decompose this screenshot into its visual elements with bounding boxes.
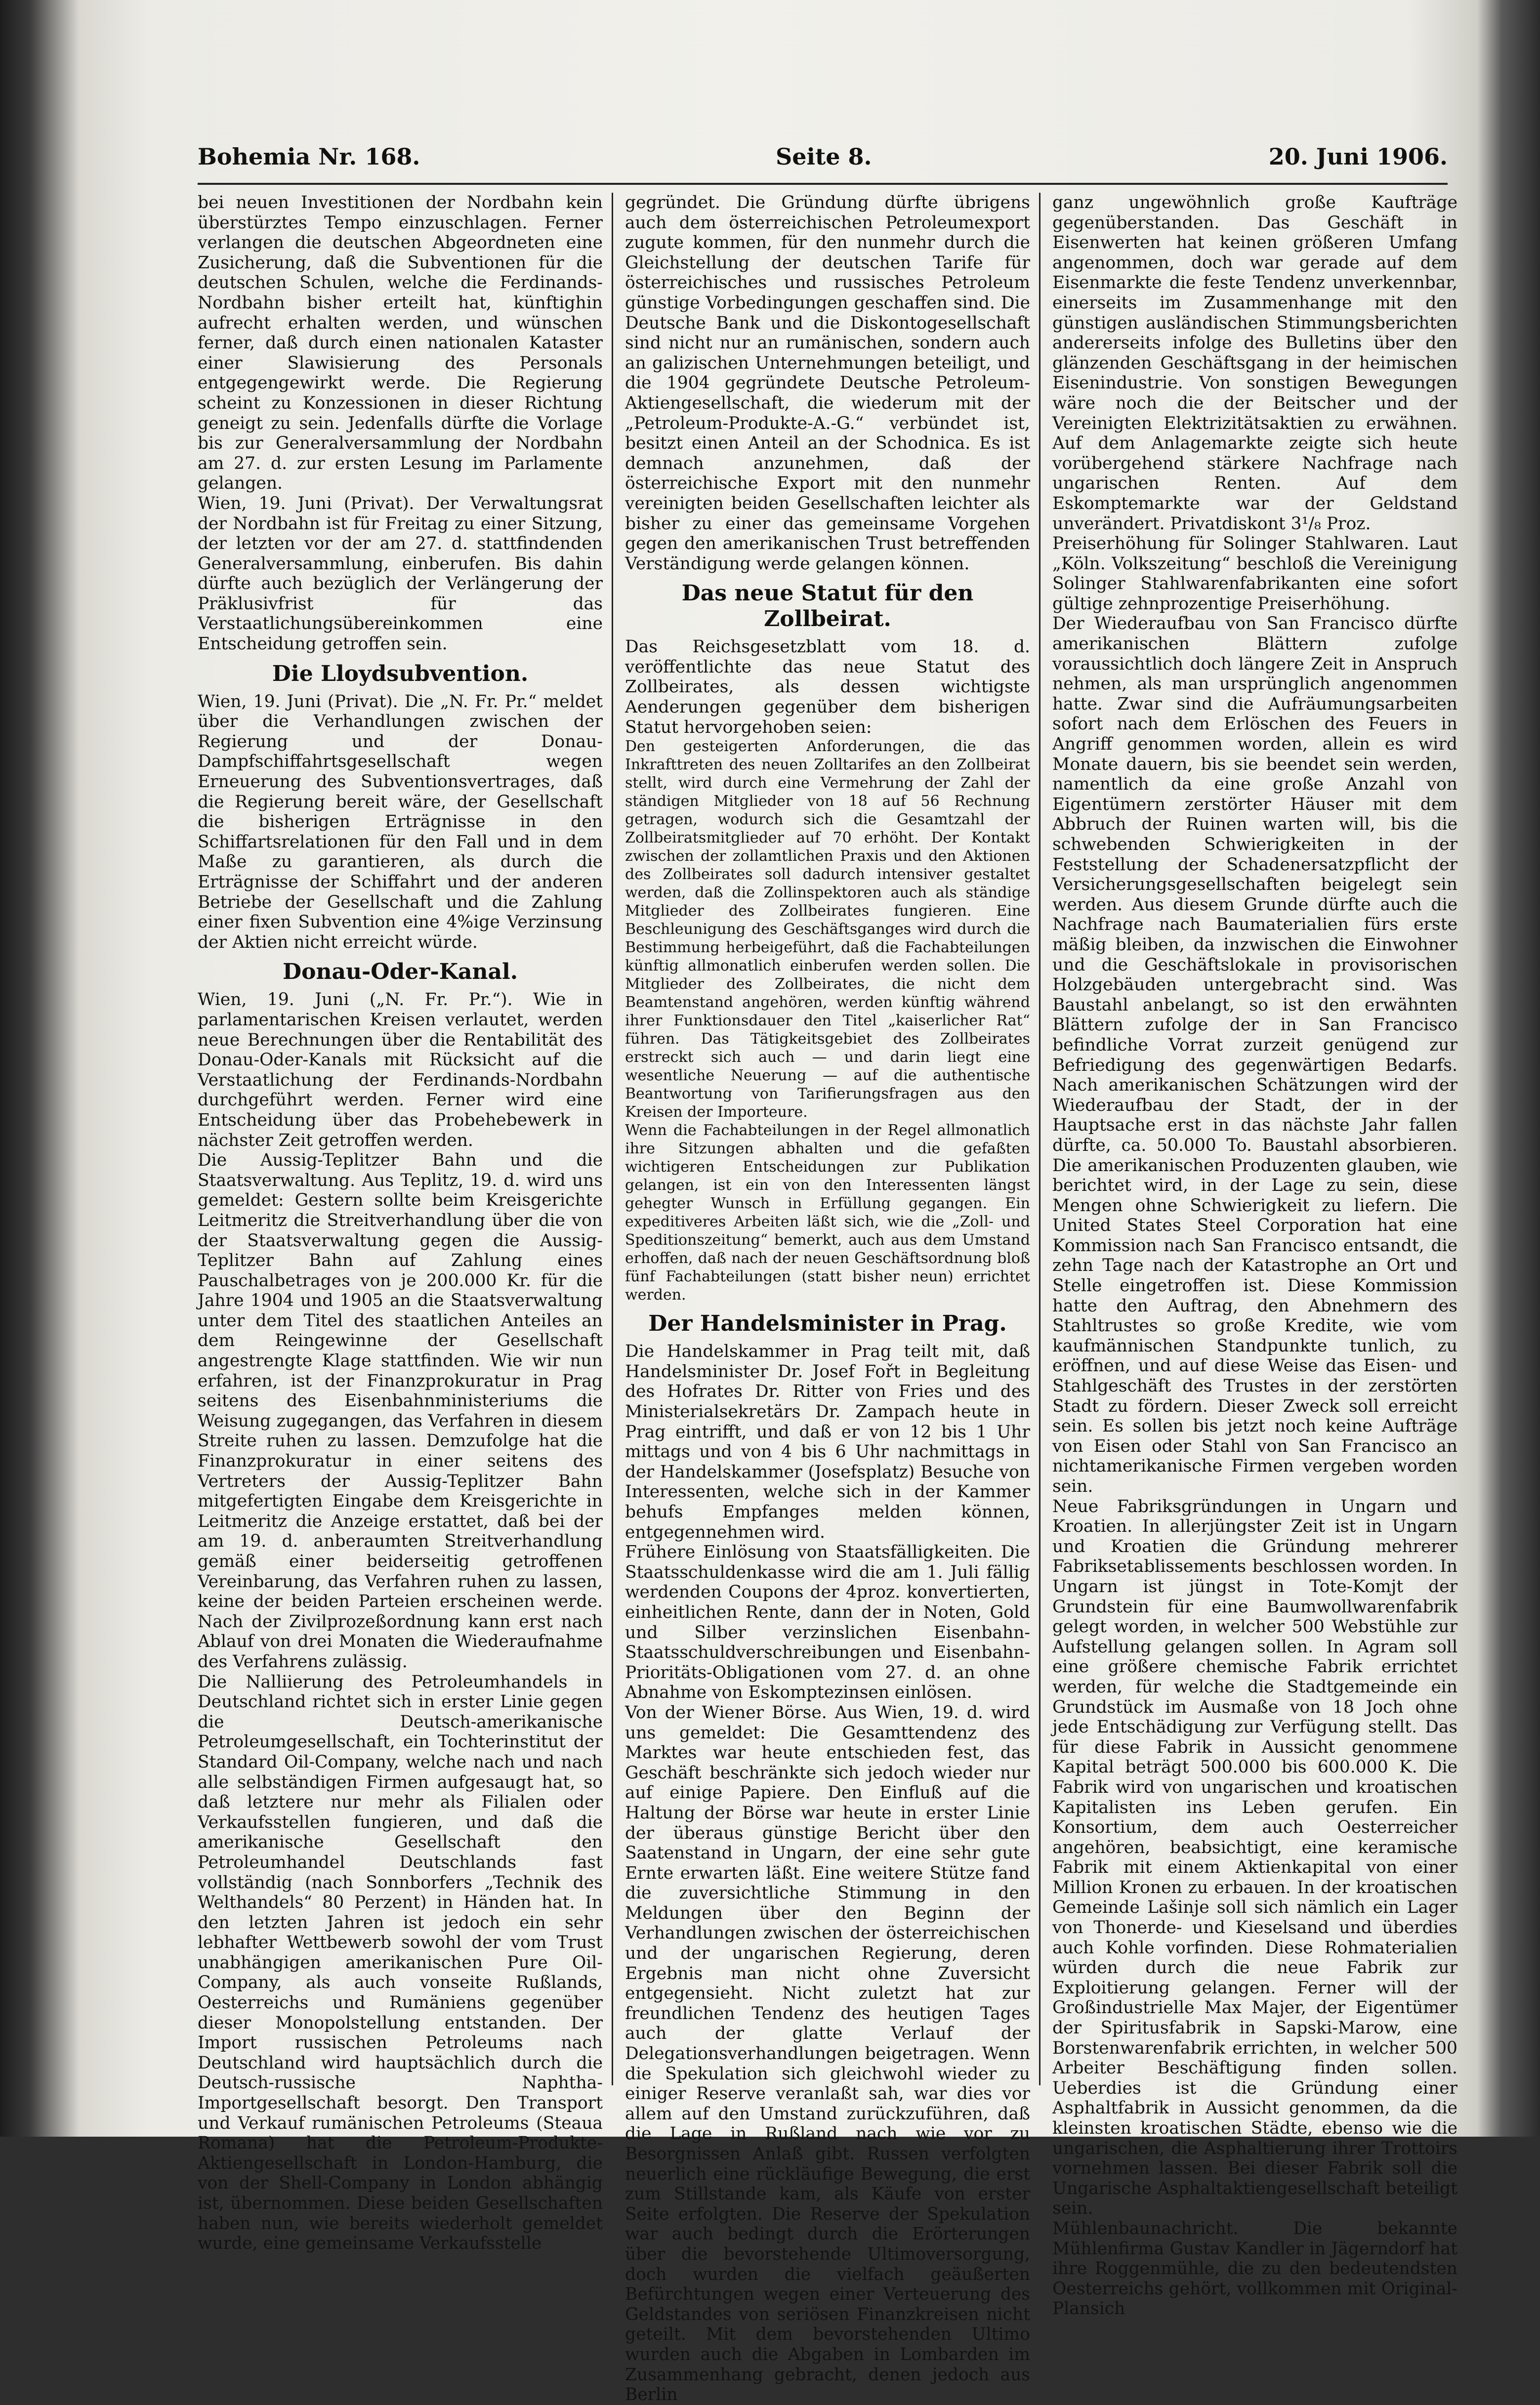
- article-paragraph: Von der Wiener Börse. Aus Wien, 19. d. wird uns gemeldet: Die Gesamttendenz des Marktes war heute entschieden fest, das Geschäft beschränkte sich jedoch wieder nur auf einige Papiere. Den Einfluß auf die Haltung der Börse war heute in erster Linie der überaus günstige Bericht über den Saatenstand in Ungarn, der eine sehr gute Ernte erwarten läßt. Eine weitere Stütze fand die zuversichtliche Stimmung in den Meldungen über den Beginn der Verhandlungen zwischen der österreichischen und der ungarischen Regierung, deren Ergebnis man nicht ohne Zuversicht entgegensieht. Nicht zuletzt hat zur freundlichen Tendenz des heutigen Tages auch der glatte Verlauf der Delegationsverhandlungen beigetragen. Wenn die Spekulation sich gleichwohl wieder zu einiger Reserve veranlaßt sah, war dies vor allem auf den Umstand zurückzuführen, daß die Lage in Rußland nach wie vor zu Besorgnissen Anlaß gibt. Russen verfolgten neuerlich eine rückläufige Bewegung, die erst zum Stillstande kam, als Käufe von erster Seite erfolgten. Die Reserve der Spekulation war auch bedingt durch die Erörterungen über die bevorstehende Ultimoversorgung, doch wurden die vielfach geäußerten Befürchtungen wegen einer Verteuerung des Geldstandes von seriösen Finanzkreisen nicht geteilt. Mit dem bevorstehenden Ultimo wurden auch die Abgaben in Lombarden im Zusammenhang gebracht, denen jedoch aus Berlin: [625, 1702, 1030, 2405]
- article-paragraph: Die Nalliierung des Petroleumhandels in Deutschland richtet sich in erster Linie gegen die Deutsch-amerikanische Petroleumgesellschaft, ein Tochterinstitut der Standard Oil-Company, welche nach und nach alle selbständigen Firmen aufgesaugt hat, so daß letztere nur mehr als Filialen oder Verkaufsstellen fungieren, und daß die amerikanische Gesellschaft den Petroleumhandel Deutschlands fast vollständig (nach Sonnborfers „Technik des Welthandels“ 80 Perzent) in Händen hat. In den letzten Jahren ist jedoch ein sehr lebhafter Wettbewerb sowohl der vom Trust unabhängigen amerikanischen Pure Oil-Company, als auch vonseite Rußlands, Oesterreichs und Rumäniens gegenüber dieser Monopolstellung entstanden. Der Import russischen Petroleums nach Deutschland wird hauptsächlich durch die Deutsch-russische Naphtha-Importgesellschaft besorgt. Den Transport und Verkauf rumänischen Petroleums (Steaua Romana) hat die Petroleum-Produkte-Aktiengesellschaft in London-Hamburg, die von der Shell-Company in London abhängig ist, übernommen. Diese beiden Gesellschaften haben nun, wie bereits wiederholt gemeldet wurde, eine gemeinsame Verkaufsstelle: [198, 1672, 603, 2254]
- section-heading: Die Lloydsubvention.: [272, 661, 529, 686]
- article-paragraph: Die Aussig-Teplitzer Bahn und die Staatsverwaltung. Aus Teplitz, 19. d. wird uns gemeldet: Gestern sollte beim Kreisgerichte Leitmeritz die Streitverhandlung über die von der Staatsverwaltung gegen die Aussig-Teplitzer Bahn auf Zahlung eines Pauschalbetrages von je 200.000 Kr. für die Jahre 1904 und 1905 an die Staatsverwaltung unter dem Titel des staatlichen Anteiles an dem Reingewinne der Gesellschaft angestrengte Klage stattfinden. Wie wir nun erfahren, ist der Finanzprokuratur in Prag seitens des Eisenbahnministeriums die Weisung zugegangen, das Verfahren in diesem Streite ruhen zu lassen. Demzufolge hat die Finanzprokuratur in einer seitens des Vertreters der Aussig-Teplitzer Bahn mitgefertigten Eingabe dem Kreisgerichte in Leitmeritz die Anzeige erstattet, daß bei der am 19. d. anberaumten Streitverhandlung gemäß einer beiderseitig getroffenen Vereinbarung, das Verfahren ruhen zu lassen, keine der beiden Parteien erscheinen werde. Nach der Zivilprozeßordnung kann erst nach Ablauf von drei Monaten die Wiederaufnahme des Verfahrens zulässig.: [198, 1150, 603, 1672]
- page-header: [198, 143, 1448, 178]
- article-paragraph: Der Wiederaufbau von San Francisco dürfte amerikanischen Blättern zufolge voraussichtlich doch längere Zeit in Anspruch nehmen, als man ursprünglich angenommen hatte. Zwar sind die Aufräumungsarbeiten sofort nach dem Erlöschen des Feuers in Angriff genommen worden, allein es wird Monate dauern, bis sie beendet sein werden, namentlich da eine große Anzahl von Eigentümern zerstörter Häuser mit dem Abbruch der Ruinen warten will, bis die schwebenden Schwierigkeiten in der Feststellung der Schadenersatzpflicht der Versicherungsgesellschaften beigelegt sein werden. Aus diesem Grunde dürfte auch die Nachfrage nach Baumaterialien fürs erste mäßig bleiben, da inzwischen die Einwohner und die Geschäftslokale in provisorischen Holzgebäuden untergebracht sind. Was Baustahl anbelangt, so ist den erwähnten Blättern zufolge der in San Francisco befindliche Vorrat zurzeit genügend zur Befriedigung des gegenwärtigen Bedarfs. Nach amerikanischen Schätzungen wird der Wiederaufbau der Stadt, der in der Hauptsache erst in das nächste Jahr fallen dürfte, ca. 50.000 To. Baustahl absorbieren. Die amerikanischen Produzenten glauben, wie berichtet wird, in der Lage zu sein, diese Mengen ohne Schwierigkeit zu liefern. Die United States Steel Corporation hat eine Kommission nach San Francisco entsandt, die zehn Tage nach der Katastrophe an Ort und Stelle eingetroffen ist. Diese Kommission hatte den Auftrag, den Abnehmern des Stahltrustes so große Kredite, wie vom kaufmännischen Standpunkte tunlich, zu eröffnen, und auf diese Weise das Eisen- und Stahlgeschäft des Trustes in der zerstörten Stadt zu fördern. Dieser Zweck soll erreicht sein. Es sollen bis jetzt noch keine Aufträge von Eisen oder Stahl von San Francisco an nichtamerikanische Firmen vergeben worden sein.: [1052, 614, 1457, 1496]
- article-paragraph: Neue Fabriksgründungen in Ungarn und Kroatien. In allerjüngster Zeit ist in Ungarn und Kroatien die Gründung mehrerer Fabriksetablissements beschlossen worden. In Ungarn ist jüngst in Tote-Komjt der Grundstein für eine Baumwollwarenfabrik gelegt worden, in welcher 500 Webstühle zur Aufstellung gelangen sollen. In Agram soll eine größere chemische Fabrik errichtet werden, für welche die Stadtgemeinde ein Grundstück im Ausmaße von 18 Joch ohne jede Entschädigung zur Verfügung stellt. Das für diese Fabrik in Aussicht genommene Kapital beträgt 500.000 bis 600.000 K. Die Fabrik wird von ungarischen und kroatischen Kapitalisten ins Leben gerufen. Ein Konsortium, dem auch Oesterreicher angehören, beabsichtigt, eine keramische Fabrik mit einem Aktienkapital von einer Million Kronen zu erbauen. In der kroatischen Gemeinde Lašinje soll sich nämlich ein Lager von Thonerde- und Kieselsand und überdies auch Kohle vorfinden. Diese Rohmaterialien würden durch die neue Fabrik zur Exploitierung gelangen. Ferner will der Großindustrielle Max Majer, der Eigentümer der Spiritusfabrik in Sapski-Marow, eine Borstenwarenfabrik errichten, in welcher 500 Arbeiter Beschäftigung finden sollen. Ueberdies ist die Gründung einer Asphaltfabrik in Aussicht genommen, da die kleinsten kroatischen Städte, ebenso wie die ungarischen, die Asphaltierung ihrer Trottoirs vornehmen lassen. Bei dieser Fabrik soll die Ungarische Asphaltaktiengesellschaft beteiligt sein.: [1052, 1496, 1457, 2219]
- column-divider: [612, 193, 613, 2085]
- article-paragraph: Den gesteigerten Anforderungen, die das Inkrafttreten des neuen Zolltarifes an den Zollbeirat stellt, wird durch eine Vermehrung der Zahl der ständigen Mitglieder von 18 auf 56 Rechnung getragen, wodurch sich die Gesamtzahl der Zollbeiratsmitglieder auf 70 erhöht. Der Kontakt zwischen der zollamtlichen Praxis und den Aktionen des Zollbeirates soll dadurch intensiver gestaltet werden, daß die Zollinspektoren auch als ständige Mitglieder des Zollbeirates fungieren. Eine Beschleunigung des Geschäftsganges wird durch die Bestimmung herbeigeführt, daß die Fachabteilungen künftig allmonatlich einberufen werden sollen. Die Mitglieder des Zollbeirates, die nicht dem Beamtenstand angehören, werden künftig während ihrer Funktionsdauer den Titel „kaiserlicher Rat“ führen. Das Tätigkeitsgebiet des Zollbeirates erstreckt sich auch — und darin liegt eine wesentliche Neuerung — auf die authentische Beantwortung von Tarifierungsfragen aus den Kreisen der Importeure.: [625, 738, 1030, 1121]
- article-paragraph: gegründet. Die Gründung dürfte übrigens auch dem österreichischen Petroleumexport zugute kommen, für den nunmehr durch die Gleichstellung der deutschen Tarife für österreichisches und russisches Petroleum günstige Vorbedingungen geschaffen sind. Die Deutsche Bank und die Diskontogesellschaft sind nicht nur an rumänischen, sondern auch an galizischen Unternehmungen beteiligt, und die 1904 gegründete Deutsche Petroleum-Aktiengesellschaft, die wiederum mit der „Petroleum-Produkte-A.-G.“ verbündet ist, besitzt einen Anteil an der Schodnica. Es ist demnach anzunehmen, daß der österreichische Export mit den nunmehr vereinigten beiden Gesellschaften leichter als bisher zu einer das gemeinsame Vorgehen gegen den amerikanischen Trust betreffenden Verständigung werde gelangen können.: [625, 193, 1030, 574]
- article-paragraph: ganz ungewöhnlich große Kaufträge gegenüberstanden. Das Geschäft in Eisenwerten hat keinen größeren Umfang angenommen, doch war gerade auf dem Eisenmarkte die feste Tendenz unverkennbar, einerseits im Zusammenhange mit den günstigen ausländischen Stimmungsberichten andererseits infolge des Bulletins über den glänzenden Geschäftsgang in der heimischen Eisenindustrie. Von sonstigen Bewegungen wäre noch die der Beitscher und der Vereinigten Elektrizitätsaktien zu erwähnen. Auf dem Anlagemarkte zeigte sich heute vorübergehend stärkere Nachfrage nach ungarischen Renten. Auf dem Eskomptemarkte war der Geldstand unverändert. Privatdiskont 3¹/₈ Proz.: [1052, 193, 1457, 534]
- article-paragraph: Mühlenbaunachricht. Die bekannte Mühlenfirma Gustav Kandler in Jägerndorf hat ihre Roggenmühle, die zu den bedeutendsten Oesterreichs gehört, vollkommen mit Original-Plansich: [1052, 2218, 1457, 2319]
- article-paragraph: Frühere Einlösung von Staatsfälligkeiten. Die Staatsschuldenkasse wird die am 1. Juli fällig werdenden Coupons der 4proz. konvertierten, einheitlichen Rente, dann der in Noten, Gold und Silber verzinslichen Eisenbahn-Staatsschuldverschreibungen und Eisenbahn-Prioritäts-Obligationen vom 27. d. an ohne Abnahme von Eskomptezinsen einlösen.: [625, 1542, 1030, 1703]
- section-heading: Das neue Statut für den Zollbeirat.: [681, 581, 974, 632]
- article-paragraph: Wenn die Fachabteilungen in der Regel allmonatlich ihre Sitzungen abhalten und die gefaßten wichtigeren Entscheidungen zur Publikation gelangen, ist ein von den Interessenten längst gehegter Wunsch in Erfüllung gegangen. Ein expeditiveres Arbeiten läßt sich, wie die „Zoll- und Speditionszeitung“ bemerkt, auch aus dem Umstand erhoffen, daß nach der neuen Geschäftsordnung bloß fünf Fachabteilungen (statt bisher neun) errichtet werden.: [625, 1122, 1030, 1304]
- header-rule: [198, 183, 1448, 185]
- column-divider: [1039, 193, 1041, 2085]
- article-paragraph: Wien, 19. Juni („N. Fr. Pr.“). Wie in parlamentarischen Kreisen verlautet, werden neue Berechnungen über die Rentabilität des Donau-Oder-Kanals mit Rücksicht auf die Verstaatlichung der Ferdinands-Nordbahn durchgeführt werden. Ferner wird eine Entscheidung über das Probehebewerk in nächster Zeit getroffen werden.: [198, 990, 603, 1150]
- column-1: [198, 193, 603, 2254]
- article-paragraph: Das Reichsgesetzblatt vom 18. d. veröffentlichte das neue Statut des Zollbeirates, als dessen wichtigste Aenderungen gegenüber dem bisherigen Statut hervorgehoben seien:: [625, 637, 1030, 737]
- newspaper-page: [153, 114, 1457, 2405]
- article-paragraph: Die Handelskammer in Prag teilt mit, daß Handelsminister Dr. Josef Fořt in Begleitung des Hofrates Dr. Ritter von Fries und des Ministerialsekretärs Dr. Zampach heute in Prag eintrifft, und daß er von 12 bis 1 Uhr mittags und von 4 bis 6 Uhr nachmittags in der Handelskammer (Josefsplatz) Besuche von Interessenten, welche sich in der Kammer behufs Empfanges melden können, entgegennehmen wird.: [625, 1342, 1030, 1542]
- header-masthead: Bohemia Nr. 168.: [198, 143, 420, 170]
- header-date: 20. Juni 1906.: [1268, 143, 1448, 170]
- section-heading: Der Handelsminister in Prag.: [648, 1311, 1007, 1337]
- header-page-number: Seite 8.: [776, 143, 872, 170]
- article-paragraph: Preiserhöhung für Solinger Stahlwaren. Laut „Köln. Volkszeitung“ beschloß die Vereinigung Solinger Stahlwarenfabrikanten eine sofort gültige zehnprozentige Preiserhöhung.: [1052, 534, 1457, 614]
- article-paragraph: Wien, 19. Juni (Privat). Die „N. Fr. Pr.“ meldet über die Verhandlungen zwischen der Regierung und der Donau-Dampfschiffahrtsgesellschaft wegen Erneuerung des Subventionsvertrages, daß die Regierung bereit wäre, der Gesellschaft die bisherigen Erträgnisse in den Schiffartsrelationen für den Fall und in dem Maße zu garantieren, als durch die Erträgnisse der Schiffahrt und der anderen Betriebe der Gesellschaft und die Zahlung einer fixen Subvention eine 4%ige Verzinsung der Aktien nicht erreicht würde.: [198, 691, 603, 952]
- column-3: [1052, 193, 1457, 2319]
- article-paragraph: bei neuen Investitionen der Nordbahn kein überstürztes Tempo einzuschlagen. Ferner verlangen die deutschen Abgeordneten eine Zusicherung, daß die Subventionen für die deutschen Schulen, welche die Ferdinands-Nordbahn bisher erteilt hat, künftighin aufrecht erhalten werden, und wünschen ferner, daß durch einen nationalen Kataster einer Slawisierung des Personals entgegengewirkt werde. Die Regierung scheint zu Konzessionen in dieser Richtung geneigt zu sein. Jedenfalls dürfte die Vorlage bis zur Generalversammlung der Nordbahn am 27. d. zur ersten Lesung im Parlamente gelangen.: [198, 193, 603, 494]
- column-2: [625, 193, 1030, 2405]
- article-paragraph: Wien, 19. Juni (Privat). Der Verwaltungsrat der Nordbahn ist für Freitag zu einer Sitzung, der letzten vor der am 27. d. stattfindenden Generalversammlung, einberufen. Bis dahin dürfte auch bezüglich der Verlängerung der Präklusivfrist für das Verstaatlichungsübereinkommen eine Entscheidung getroffen sein.: [198, 493, 603, 654]
- section-heading: Donau-Oder-Kanal.: [282, 959, 518, 985]
